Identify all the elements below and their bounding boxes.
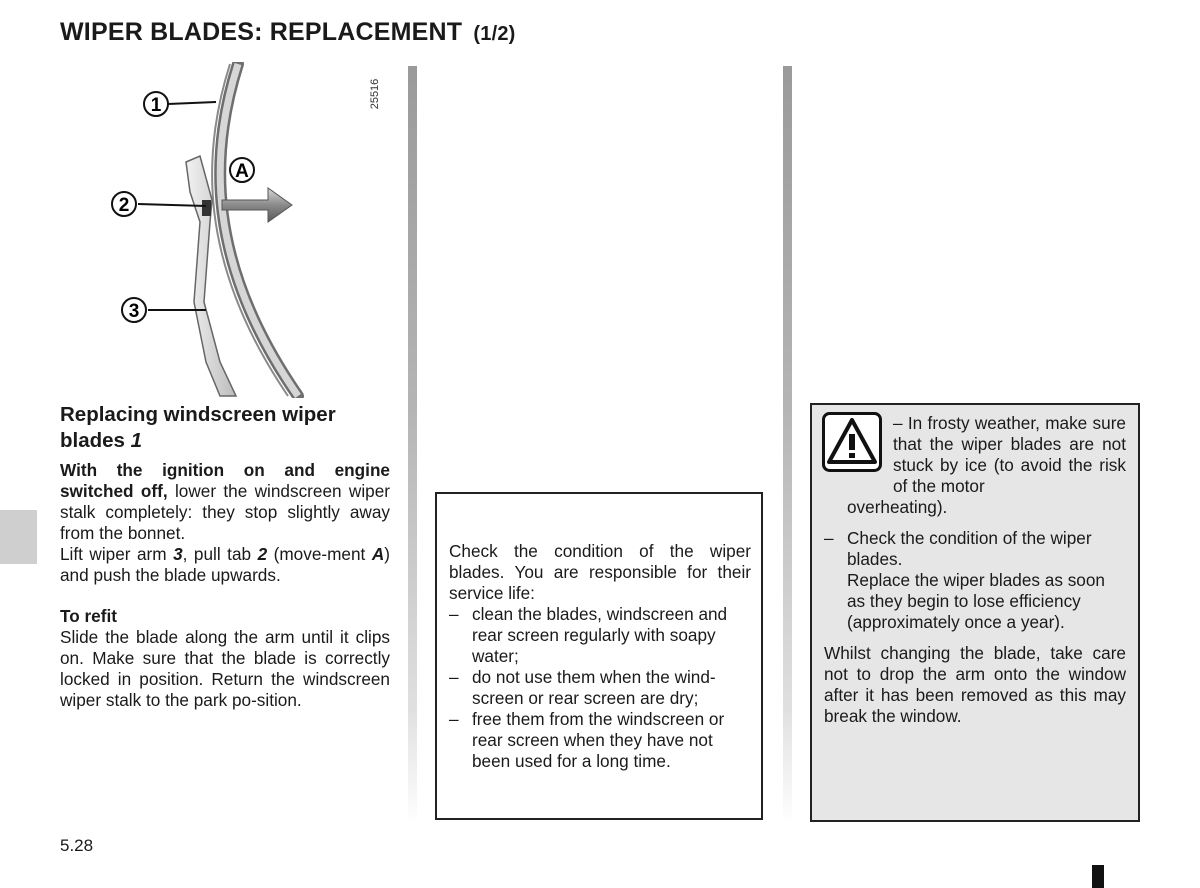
intro-text-3: , pull tab [182, 544, 258, 564]
warning-triangle-icon [822, 412, 882, 472]
warning-item-subtext: Replace the wiper blades as soon as they begin to lose efficiency (approximately once a year). [847, 570, 1105, 632]
callout-1 [144, 92, 168, 116]
svg-text:A: A [235, 161, 249, 182]
info-intro: Check the condition of the wiper blades. You are responsible for their service life: [449, 541, 751, 603]
callout-movement-a [230, 158, 254, 182]
replacement-instructions [60, 460, 390, 586]
callout-2 [112, 192, 136, 216]
page-edge-marker [1092, 865, 1104, 888]
warning-item-text: Check the condition of the wiper blades. [847, 528, 1092, 569]
warning-list [824, 528, 1126, 633]
warning-note: Whilst changing the blade, take care not to drop the arm onto the window after it has been removed as this may break the window. [824, 643, 1126, 726]
svg-text:2: 2 [118, 195, 130, 216]
warning-item [824, 528, 1126, 633]
svg-text:3: 3 [128, 301, 140, 322]
svg-text:1: 1 [150, 95, 162, 116]
chapter-side-tab [0, 510, 37, 564]
intro-bold-lead: With the ignition on and engine switched off, [60, 460, 390, 501]
callout-3 [122, 298, 146, 322]
page-number: 5.28 [60, 836, 94, 855]
info-box-content [449, 541, 751, 772]
info-item: – free them from the windscreen or rear screen when they have not been used for a long time. [449, 709, 751, 772]
page-title [60, 18, 516, 47]
refit-heading: To refit [60, 606, 117, 626]
refit-body: Slide the blade along the arm until it clips on. Make sure that the blade is correctly locked in position. Return the windscreen wiper stalk to the park po-sition. [60, 627, 390, 710]
intro-text-4: (move-ment [267, 544, 372, 564]
svg-text:25516: 25516 [369, 78, 381, 110]
wiper-blade-illustration [60, 62, 390, 398]
warning-frost-text: – In frosty weather, make sure that the wiper blades are not stuck by ice (to avoid the risk of the motor [893, 413, 1126, 496]
ref-arm: 3 [173, 544, 183, 564]
info-item: – clean the blades, windscreen and rear screen regularly with soapy water; [449, 604, 751, 667]
intro-text-5: ) and push the blade upwards. [60, 544, 390, 585]
figure-number [358, 70, 398, 118]
ref-tab: 2 [257, 544, 268, 564]
intro-text-2: Lift wiper arm [60, 544, 174, 564]
page-title-main: WIPER BLADES: REPLACEMENT [60, 18, 463, 46]
column-divider-left [408, 66, 417, 824]
page-title-part: (1/2) [473, 23, 516, 45]
section-heading-ref: 1 [130, 429, 143, 452]
info-item: – do not use them when the wind-screen or rear screen are dry; [449, 667, 751, 709]
ref-movement: A [371, 544, 385, 564]
section-heading [60, 402, 390, 454]
column-divider-right [783, 66, 792, 824]
warning-frost-text-end: overheating). [847, 497, 948, 517]
intro-text-1: lower the windscreen wiper stalk completely: they stop slightly away from the bonnet. [60, 481, 390, 543]
section-heading-text: Replacing windscreen wiper blades [60, 403, 336, 452]
